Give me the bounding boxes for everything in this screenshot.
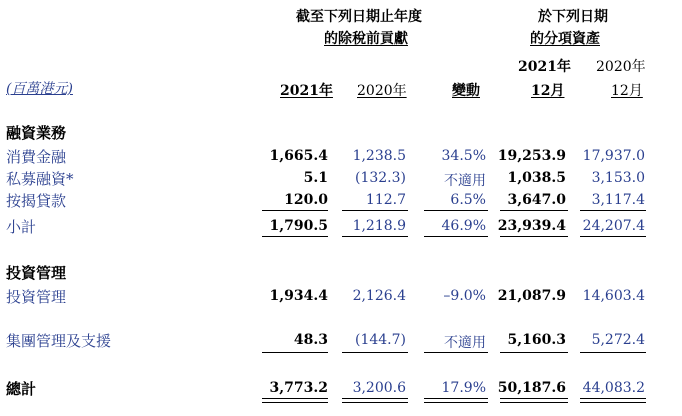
- row-investment-c2021: 1,934.4: [269, 288, 328, 304]
- row-group-c2020: (144.7): [354, 332, 406, 348]
- row-group-label: 集團管理及支援: [6, 332, 112, 350]
- row-subtotal-c2021: 1,790.5: [269, 218, 328, 234]
- row-total-change: 17.9%: [441, 380, 486, 396]
- row-private-c2021: 5.1: [303, 170, 328, 186]
- row-investment-a2020: 14,603.4: [582, 288, 645, 304]
- row-subtotal-c2020: 1,218.9: [352, 218, 406, 234]
- row-mortgage-label: 按揭貸款: [6, 192, 67, 210]
- row-consumer-a2020: 17,937.0: [582, 148, 645, 164]
- unit-label: (百萬港元): [6, 81, 73, 97]
- row-investment-change: –9.0%: [443, 288, 486, 304]
- col-change: 變動: [452, 83, 480, 99]
- row-mortgage-c2021: 120.0: [284, 192, 328, 208]
- row-group-a2021: 5,160.3: [507, 332, 566, 348]
- rule-tot-a2020: [580, 352, 646, 353]
- row-subtotal-a2020: 24,207.4: [582, 218, 645, 234]
- header-contribution-line2: 的除稅前貢獻: [324, 31, 408, 47]
- rule-tot-c2020: [342, 352, 408, 353]
- row-total-label: 總計: [6, 380, 37, 398]
- col-2021: 2021年: [280, 83, 333, 99]
- row-consumer-a2021: 19,253.9: [497, 148, 566, 164]
- row-total-c2021: 3,773.2: [269, 380, 328, 396]
- row-total-a2020: 44,083.2: [582, 380, 645, 396]
- row-private-a2021: 1,038.5: [507, 170, 566, 186]
- rule-sub2-c2021: [262, 236, 328, 237]
- row-total-a2021: 50,187.6: [497, 380, 566, 396]
- col-dec2020-month: 12月: [611, 83, 643, 99]
- row-mortgage-c2020: 112.7: [365, 192, 406, 208]
- rule-tot-c2021: [262, 352, 328, 353]
- row-total-c2020: 3,200.6: [352, 380, 406, 396]
- section-financing-title: 融資業務: [6, 124, 67, 142]
- col-2020: 2020年: [357, 83, 407, 99]
- rule-sub-a2020: [580, 210, 646, 211]
- rule-dbl1-c2021: [262, 398, 328, 399]
- header-contribution-line1: 截至下列日期止年度: [296, 9, 422, 25]
- col-dec2020-year: 2020年: [596, 59, 646, 75]
- col-dec2021-month: 12月: [531, 83, 565, 99]
- row-consumer-c2020: 1,238.5: [352, 148, 406, 164]
- row-consumer-c2021: 1,665.4: [269, 148, 328, 164]
- rule-sub2-c2020: [342, 236, 408, 237]
- rule-tot-change: [424, 352, 488, 353]
- rule-dbl2-a2021: [500, 402, 568, 403]
- row-consumer-label: 消費金融: [6, 148, 67, 166]
- rule-dbl2-change: [424, 402, 488, 403]
- row-group-c2021: 48.3: [293, 332, 328, 348]
- rule-sub2-change: [424, 236, 488, 237]
- row-subtotal-label: 小計: [6, 218, 37, 236]
- rule-sub-c2020: [342, 210, 408, 211]
- rule-sub-change: [424, 210, 488, 211]
- section-investment-title: 投資管理: [6, 264, 67, 282]
- rule-dbl1-change: [424, 398, 488, 399]
- row-group-change: 不適用: [444, 335, 486, 351]
- rule-sub2-a2021: [500, 236, 568, 237]
- rule-dbl2-c2020: [342, 402, 408, 403]
- row-group-a2020: 5,272.4: [591, 332, 645, 348]
- row-private-c2020: (132.3): [354, 170, 406, 186]
- rule-tot-a2021: [500, 352, 568, 353]
- row-investment-label: 投資管理: [6, 288, 67, 306]
- rule-dbl1-a2020: [580, 398, 646, 399]
- row-private-label: 私募融資*: [6, 170, 74, 188]
- row-subtotal-change: 46.9%: [441, 218, 486, 234]
- row-investment-c2020: 2,126.4: [352, 288, 406, 304]
- rule-sub-c2021: [262, 210, 328, 211]
- col-dec2021-year: 2021年: [518, 59, 571, 75]
- row-consumer-change: 34.5%: [441, 148, 486, 164]
- rule-dbl1-a2021: [500, 398, 568, 399]
- rule-dbl2-c2021: [262, 402, 328, 403]
- row-subtotal-a2021: 23,939.4: [497, 218, 566, 234]
- row-private-change: 不適用: [444, 173, 486, 189]
- row-mortgage-a2021: 3,647.0: [507, 192, 566, 208]
- header-assets-line1: 於下列日期: [538, 9, 608, 25]
- rule-dbl1-c2020: [342, 398, 408, 399]
- rule-sub2-a2020: [580, 236, 646, 237]
- row-mortgage-change: 6.5%: [450, 192, 486, 208]
- rule-sub-a2021: [500, 210, 568, 211]
- row-private-a2020: 3,153.0: [591, 170, 645, 186]
- rule-dbl2-a2020: [580, 402, 646, 403]
- row-investment-a2021: 21,087.9: [497, 288, 566, 304]
- header-assets-line2: 的分項資產: [530, 31, 600, 47]
- row-mortgage-a2020: 3,117.4: [591, 192, 645, 208]
